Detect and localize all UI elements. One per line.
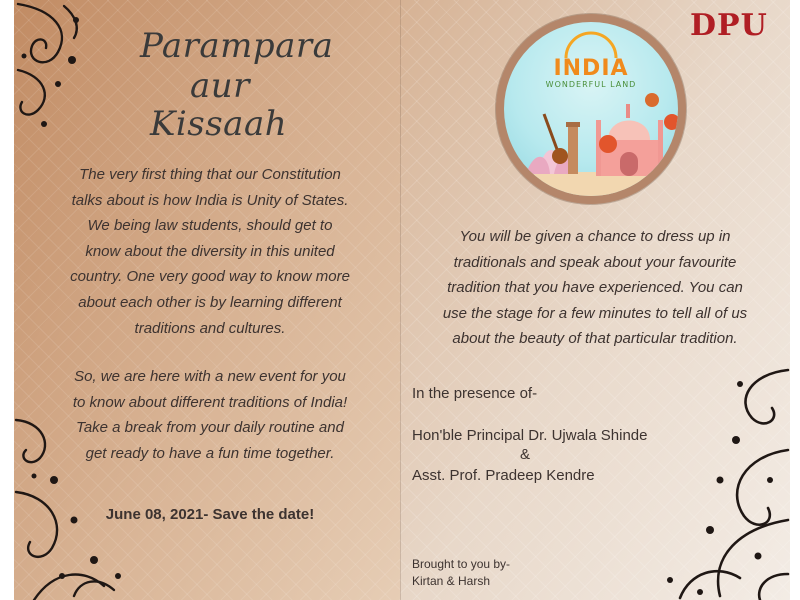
event-line: So, we are here with a new event for you [74, 368, 346, 385]
event-title-line-1: Parampara [140, 26, 334, 66]
participation-line: use the stage for a few minutes to tell all of us [442, 304, 748, 322]
event-line: Take a break from your daily routine and [76, 419, 344, 437]
participation-line: about the beauty of that particular tradition. [452, 330, 738, 348]
guest-principal: Hon'ble Principal Dr. Ujwala Shinde [412, 427, 648, 444]
presence-heading: In the presence of- [412, 385, 538, 402]
india-badge-illustration [504, 22, 678, 196]
save-the-date: June 08, 2021- Save the date! [105, 506, 315, 523]
intro-line: country. One very good way to know more [70, 268, 350, 286]
badge-word: INDIA [553, 56, 629, 81]
dpu-logo: DPU [690, 8, 768, 43]
event-line: get ready to have a fun time together. [85, 444, 335, 462]
event-title-line-2: aur [190, 66, 250, 106]
intro-line: talks about is how India is Unity of States. [71, 191, 349, 209]
participation-paragraph [410, 224, 780, 352]
badge-subtitle: WONDERFUL LAND [545, 80, 637, 89]
participation-line: tradition that you have experienced. You can [447, 279, 743, 297]
credits-names: Kirtan & Harsh [412, 574, 491, 588]
participation-line: You will be given a chance to dress up in [459, 228, 731, 245]
intro-line: about each other is by learning different [78, 293, 342, 311]
participation-line: traditionals and speak about your favourite [453, 253, 737, 271]
guest-ampersand: & [520, 446, 531, 463]
floral-ornament-bottom-right [640, 360, 790, 600]
intro-paragraph [30, 162, 390, 341]
credits-heading: Brought to you by- [412, 557, 511, 571]
intro-line: traditions and cultures. [134, 319, 286, 337]
fold-line [400, 0, 401, 600]
intro-line: know about the diversity in this united [85, 242, 335, 260]
guest-professor: Asst. Prof. Pradeep Kendre [412, 467, 595, 484]
event-line: to know about different traditions of India! [72, 393, 348, 411]
floral-ornament-top-left [14, 0, 86, 130]
event-paragraph [30, 364, 390, 466]
event-title-line-3: Kissaah [150, 104, 288, 144]
intro-line: The very first thing that our Constitution [79, 166, 341, 183]
monuments-illustration [504, 22, 678, 196]
intro-line: We being law students, should get to [87, 217, 333, 235]
india-badge [496, 14, 686, 204]
